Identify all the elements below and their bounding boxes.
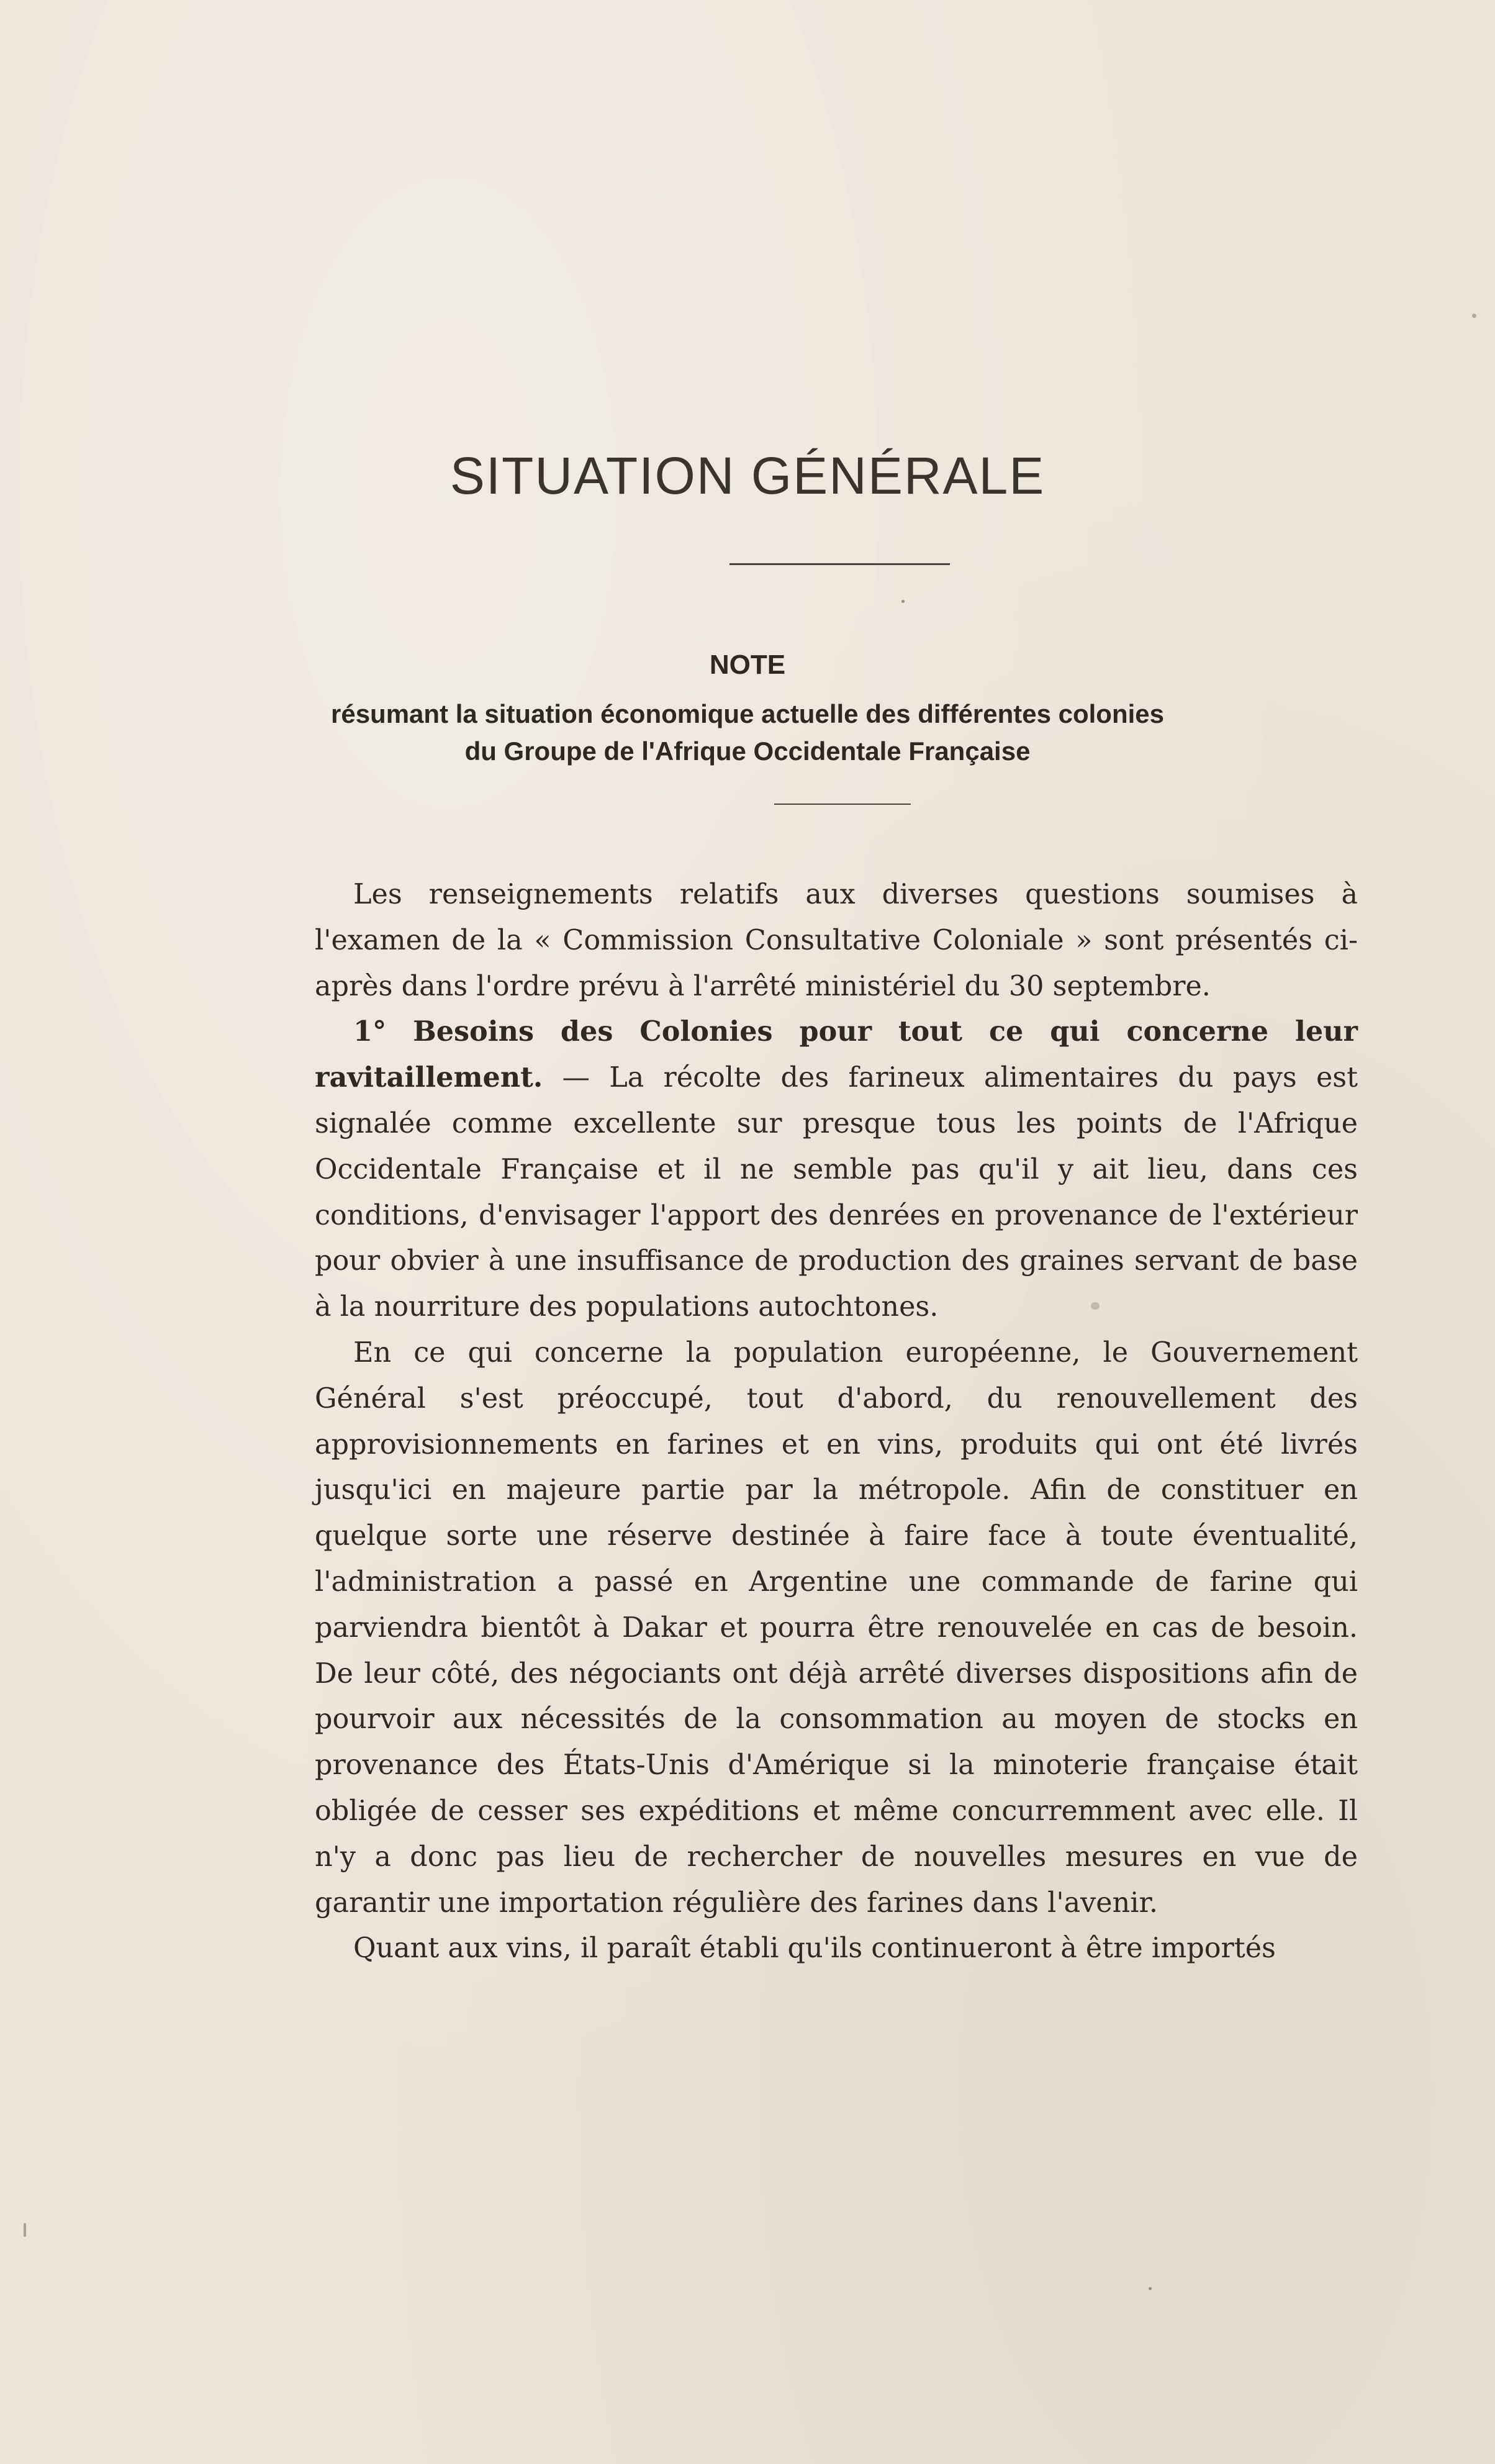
paragraph-population-europeenne: En ce qui concerne la population européenne, le Gouvernement Général s'est préoccupé, tout d'abord, du renouvellement des approvisionnements en farines et en vins, produits qui ont été livrés jusqu'ici en majeure partie par la métropole. Afin de constituer en quelque sorte une réserve destinée à faire face à toute éventualité, l'administration a passé en Argentine une commande de farine qui parviendra bientôt à Dakar et pourra être renouvelée en cas de besoin. De leur côté, des négociants ont déjà arrêté diverses dispositions afin de pourvoir aux nécessités de la consommation au moyen de stocks en provenance des États-Unis d'Amérique si la minoterie française était obligée de cesser ses expéditions et même concurremment avec elle. Il n'y a donc pas lieu de rechercher de nouvelles mesures en vue de garantir une importation régulière des farines dans l'avenir. [315, 1336, 1358, 1919]
paper-speck [1472, 314, 1476, 318]
section-heading-besoins: 1° Besoins des Colonies pour tout ce qui concerne leur ravitaillement. [315, 1015, 1358, 1094]
title-divider [729, 563, 950, 565]
paper-speck [901, 600, 905, 603]
paper-speck [1149, 2287, 1152, 2290]
paper-speck [1091, 1302, 1100, 1310]
paragraph-vins: Quant aux vins, il paraît établi qu'ils continueront à être importés [353, 1932, 1276, 1965]
note-divider [774, 804, 911, 805]
body-text [315, 872, 1358, 1972]
page-title: SITUATION GÉNÉRALE [449, 446, 1046, 505]
note-subtitle-line-2: du Groupe de l'Afrique Occidentale Française [464, 736, 1031, 766]
note-subtitle-line-1: résumant la situation économique actuelle des différentes colonies [330, 699, 1164, 728]
paragraph-intro: Les renseignements relatifs aux diverses questions soumises à l'examen de la « Commission Consultative Coloniale » sont présentés ci-après dans l'ordre prévu à l'arrêté ministériel du 30 septembre. [315, 879, 1358, 1002]
paragraph-besoins [315, 1009, 1358, 1330]
paragraph-besoins-text: — La récolte des farineux alimentaires du pays est signalée comme excellente sur presque tous les points de l'Afrique Occidentale Française et il ne semble pas qu'il y ait lieu, dans ces conditions, d'envisager l'apport des denrées en provenance de l'extérieur pour obvier à une insuffisance de production des graines servant de base à la nourriture des populations autochtones. [315, 1062, 1358, 1323]
note-heading: NOTE [709, 650, 786, 680]
paper-speck [24, 2223, 26, 2237]
